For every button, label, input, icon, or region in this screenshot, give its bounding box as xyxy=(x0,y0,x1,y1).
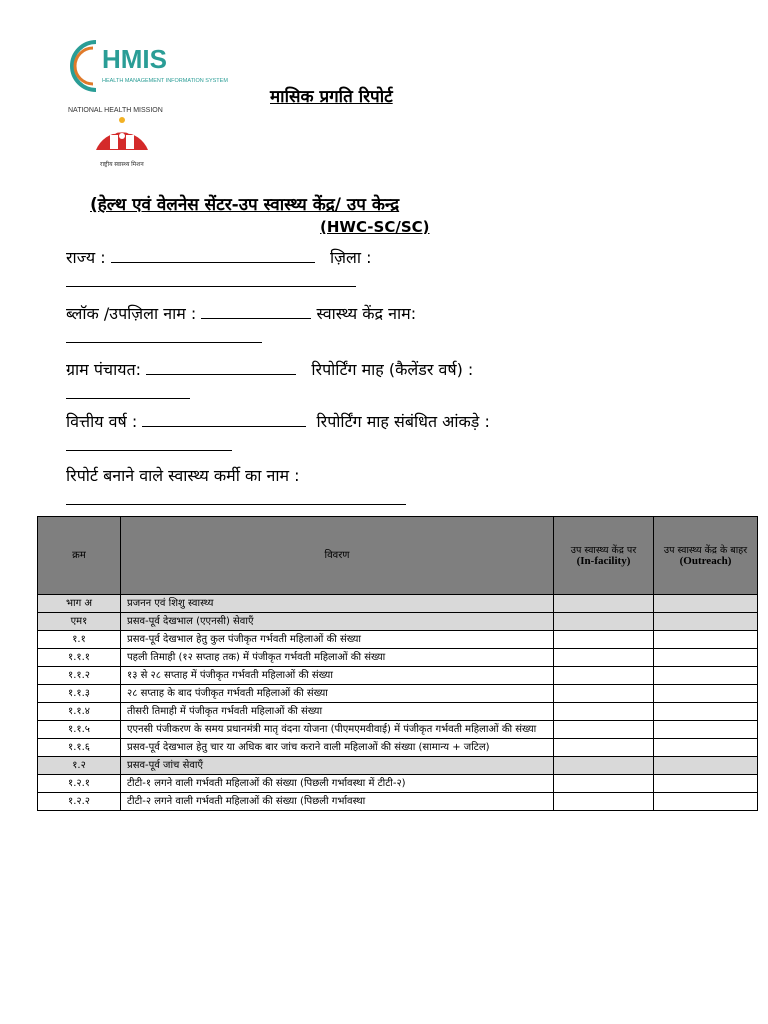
in-facility-cell[interactable] xyxy=(554,649,654,667)
row-code: १.२.१ xyxy=(38,775,121,793)
table-row xyxy=(38,739,758,757)
field-facility-line xyxy=(66,328,262,347)
header-serial: क्रम xyxy=(38,517,121,595)
report-title: मासिक प्रगति रिपोर्ट xyxy=(270,87,393,107)
field-worker-line xyxy=(66,490,406,509)
row-code: १.२.२ xyxy=(38,793,121,811)
hmis-logo xyxy=(66,36,228,96)
table-row xyxy=(38,613,758,631)
field-data-line xyxy=(66,436,232,455)
fy-input[interactable] xyxy=(142,412,306,427)
field-label-fy: वित्तीय वर्ष : xyxy=(66,412,138,431)
report-table xyxy=(37,516,758,811)
row-code: १.१.२ xyxy=(38,667,121,685)
in-facility-cell[interactable] xyxy=(554,739,654,757)
field-district-line xyxy=(66,272,356,291)
field-label-district: ज़िला : xyxy=(329,248,372,267)
field-label-panchayat: ग्राम पंचायत: xyxy=(66,360,142,379)
in-facility-cell[interactable] xyxy=(554,703,654,721)
table-row xyxy=(38,595,758,613)
state-input[interactable] xyxy=(111,248,315,263)
field-label-block: ब्लॉक /उपज़िला नाम : xyxy=(66,304,197,323)
svg-text:राष्ट्रीय स्वास्थ्य मिशन: राष्ट्रीय स्वास्थ्य मिशन xyxy=(100,162,144,168)
table-row xyxy=(38,721,758,739)
row-code: १.१.६ xyxy=(38,739,121,757)
row-code: १.१.५ xyxy=(38,721,121,739)
row-description: एएनसी पंजीकरण के समय प्रधानमंत्री मातृ वंदना योजना (पीएमएमवीवाई) में पंजीकृत गर्भवती महिलाओं की संख्या xyxy=(121,721,554,739)
in-facility-cell[interactable] xyxy=(554,775,654,793)
outreach-cell[interactable] xyxy=(654,649,758,667)
panchayat-input[interactable] xyxy=(146,360,296,375)
table-row xyxy=(38,703,758,721)
field-fy-data xyxy=(66,410,490,432)
field-label-month: रिपोर्टिंग माह (कैलेंडर वर्ष) : xyxy=(311,360,474,379)
nhm-logo xyxy=(66,100,178,176)
in-facility-cell[interactable] xyxy=(554,613,654,631)
in-facility-cell[interactable] xyxy=(554,595,654,613)
outreach-cell[interactable] xyxy=(654,613,758,631)
svg-text:HMIS: HMIS xyxy=(102,44,167,74)
row-code: भाग अ xyxy=(38,595,121,613)
row-code: १.१ xyxy=(38,631,121,649)
in-facility-cell[interactable] xyxy=(554,757,654,775)
outreach-cell[interactable] xyxy=(654,631,758,649)
in-facility-cell[interactable] xyxy=(554,721,654,739)
report-subtitle: (हेल्थ एवं वेलनेस सेंटर-उप स्वास्थ्य केंद्र/ उप केन्द्र xyxy=(90,195,400,215)
field-block-facility xyxy=(66,302,416,324)
row-description: २८ सप्ताह के बाद पंजीकृत गर्भवती महिलाओं की संख्या xyxy=(121,685,554,703)
field-label-data: रिपोर्टिंग माह संबंधित आंकड़े : xyxy=(316,412,490,431)
row-description: टीटी-१ लगने वाली गर्भवती महिलाओं की संख्या (पिछली गर्भावस्था में टीटी-२) xyxy=(121,775,554,793)
row-description: तीसरी तिमाही में पंजीकृत गर्भवती महिलाओं की संख्या xyxy=(121,703,554,721)
in-facility-cell[interactable] xyxy=(554,667,654,685)
row-description: प्रसव-पूर्व देखभाल (एएनसी) सेवाएँ xyxy=(121,613,554,631)
header-outreach: उप स्वास्थ्य केंद्र के बाहर (Outreach) xyxy=(654,517,758,595)
field-panchayat-month xyxy=(66,358,473,380)
svg-text:HEALTH MANAGEMENT INFORMATION: HEALTH MANAGEMENT INFORMATION SYSTEM xyxy=(102,78,228,84)
outreach-cell[interactable] xyxy=(654,721,758,739)
row-description: पहली तिमाही (१२ सप्ताह तक) में पंजीकृत गर्भवती महिलाओं की संख्या xyxy=(121,649,554,667)
field-month-line xyxy=(66,384,190,403)
data-input[interactable] xyxy=(66,436,232,451)
row-description: प्रसव-पूर्व देखभाल हेतु कुल पंजीकृत गर्भवती महिलाओं की संख्या xyxy=(121,631,554,649)
header-in-facility: उप स्वास्थ्य केंद्र पर (In-facility) xyxy=(554,517,654,595)
row-code: १.१.४ xyxy=(38,703,121,721)
in-facility-cell[interactable] xyxy=(554,685,654,703)
row-code: १.१.३ xyxy=(38,685,121,703)
field-worker xyxy=(66,464,300,486)
district-input[interactable] xyxy=(66,272,356,287)
facility-input[interactable] xyxy=(66,328,262,343)
field-state-district xyxy=(66,246,371,268)
table-row xyxy=(38,649,758,667)
report-subtitle-code: (HWC-SC/SC) xyxy=(320,218,430,236)
worker-input[interactable] xyxy=(66,490,406,505)
table-row xyxy=(38,667,758,685)
outreach-cell[interactable] xyxy=(654,667,758,685)
row-description: प्रजनन एवं शिशु स्वास्थ्य xyxy=(121,595,554,613)
in-facility-cell[interactable] xyxy=(554,631,654,649)
block-input[interactable] xyxy=(201,304,311,319)
row-description: टीटी-२ लगने वाली गर्भवती महिलाओं की संख्या (पिछली गर्भावस्था xyxy=(121,793,554,811)
row-description: प्रसव-पूर्व जांच सेवाएँ xyxy=(121,757,554,775)
outreach-cell[interactable] xyxy=(654,595,758,613)
row-description: १३ से २८ सप्ताह में पंजीकृत गर्भवती महिलाओं की संख्या xyxy=(121,667,554,685)
outreach-cell[interactable] xyxy=(654,703,758,721)
table-row xyxy=(38,793,758,811)
outreach-cell[interactable] xyxy=(654,685,758,703)
outreach-cell[interactable] xyxy=(654,757,758,775)
row-code: १.१.१ xyxy=(38,649,121,667)
table-row xyxy=(38,757,758,775)
table-row xyxy=(38,775,758,793)
table-row xyxy=(38,631,758,649)
outreach-cell[interactable] xyxy=(654,775,758,793)
table-row xyxy=(38,685,758,703)
row-description: प्रसव-पूर्व देखभाल हेतु चार या अधिक बार जांच कराने वाली महिलाओं की संख्या (सामान्य + जटिल) xyxy=(121,739,554,757)
field-label-state: राज्य : xyxy=(66,248,106,267)
outreach-cell[interactable] xyxy=(654,739,758,757)
svg-text:NATIONAL HEALTH MISSION: NATIONAL HEALTH MISSION xyxy=(68,107,163,114)
header-description: विवरण xyxy=(121,517,554,595)
row-code: १.२ xyxy=(38,757,121,775)
field-label-worker: रिपोर्ट बनाने वाले स्वास्थ्य कर्मी का नाम : xyxy=(66,466,300,485)
outreach-cell[interactable] xyxy=(654,793,758,811)
field-label-facility: स्वास्थ्य केंद्र नाम: xyxy=(316,304,417,323)
row-code: एम१ xyxy=(38,613,121,631)
month-input[interactable] xyxy=(66,384,190,399)
in-facility-cell[interactable] xyxy=(554,793,654,811)
